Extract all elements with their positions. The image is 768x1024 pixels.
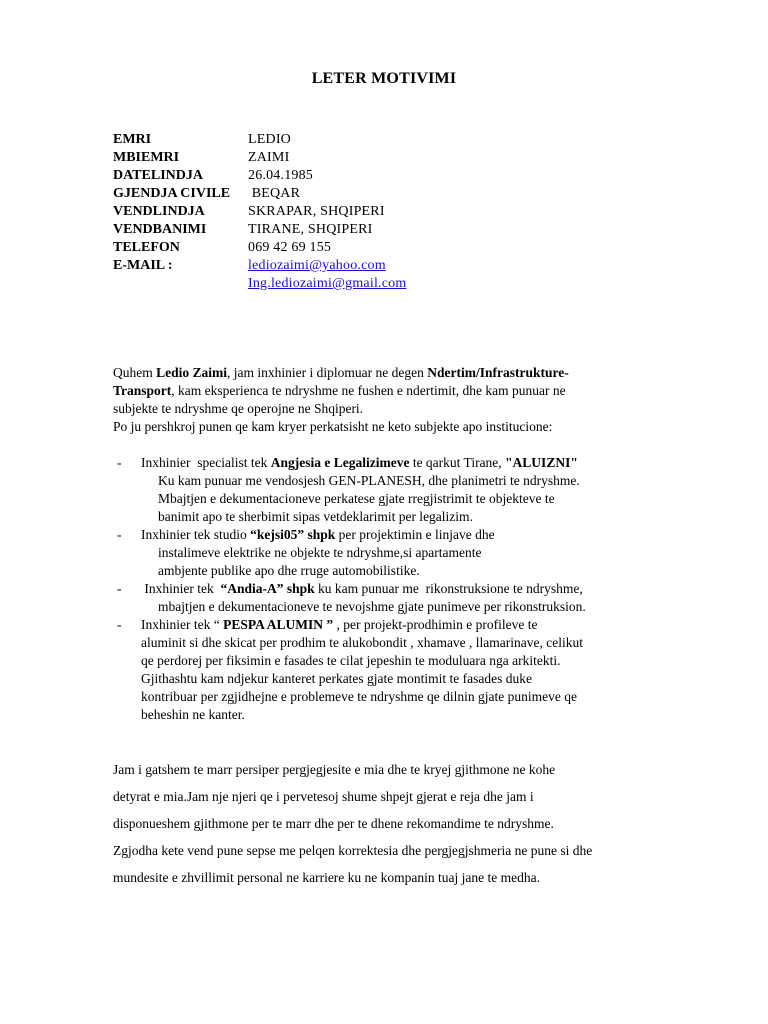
info-row-emri [113,131,406,149]
info-row-vendlindja [113,203,406,221]
info-label: VENDBANIMI [113,222,207,237]
experience-line: Gjithashtu kam ndjekur kanteret perkates gjate montimit te fasades duke [141,671,533,686]
info-row-vendbanimi [113,221,406,239]
text: Inxhinier tek [141,581,221,596]
list-dash: - [117,617,122,632]
info-label: E-MAIL : [113,258,173,273]
closing-line: disponueshem gjithmone per te marr dhe per te dhene rekomandime te ndryshme. [113,816,554,831]
name-bold: Ledio Zaimi [156,365,228,380]
experience-line: banimit apo te sherbimit sipas vetdeklarimit per legalizim. [158,509,473,524]
info-value: TIRANE, SHQIPERI [248,222,373,237]
personal-info-table [113,131,406,293]
info-value: 069 42 69 155 [248,240,332,255]
info-value: SKRAPAR, SHQIPERI [248,204,385,219]
experience-line: mbajtjen e dekumentacioneve te nevojshme gjate punimeve per rikonstruksion. [158,599,586,614]
text: Inxhinier tek “ [141,617,224,632]
text: ku kam punuar me rikonstruksione te ndryshme, [314,581,583,596]
closing-paragraph [113,756,673,891]
info-label [113,275,248,293]
info-row-gjendja-civile [113,185,406,203]
info-label: TELEFON [113,240,180,255]
experience-line: kontribuar per zgjidhejne e problemeve te ndryshme qe dilnin gjate punimeve qe [141,689,577,704]
experience-line: qe perdorej per fiksimin e fasades te cilat jepeshin te moduluara nga arkitekti. [141,653,561,668]
experience-item-andia [113,580,653,616]
page-title: LETER MOTIVIMI [311,70,457,87]
info-row-mbiemri [113,149,406,167]
list-dash: - [117,581,122,596]
text: Quhem [113,365,157,380]
info-row-telefon [113,239,406,257]
text: te qarkut Tirane, [409,455,506,470]
email-link-yahoo[interactable]: lediozaimi@yahoo.com [248,258,386,273]
degree-bold: Transport [113,383,172,398]
info-row-email [113,257,406,275]
text: , kam eksperienca te ndryshme ne fushen e ndertimit, dhe kam punuar ne [171,383,566,398]
employer-bold: “Andia-A” shpk [220,581,315,596]
experience-heading [141,580,653,598]
info-label: GJENDJA CIVILE [113,186,231,201]
info-value: ZAIMI [248,150,290,165]
info-row-email-2 [113,275,406,293]
text: , jam inxhinier i diplomuar ne degen [227,365,428,380]
experience-line: ambjente publike apo dhe rruge automobilistike. [158,563,420,578]
experience-line: Mbajtjen e dekumentacioneve perkatese gjate rregjistrimit te objekteve te [158,491,555,506]
experience-list [113,454,653,724]
intro-paragraph [113,364,633,436]
list-dash: - [117,527,122,542]
experience-line: aluminit si dhe skicat per prodhim te alukobondit , xhamave , llamarinave, celikut [141,635,584,650]
info-value: 26.04.1985 [248,168,313,183]
text: subjekte te ndryshme qe operojne ne Shqiperi. [113,401,364,416]
text: Inxhinier specialist tek [141,455,271,470]
info-value: BEQAR [248,186,301,201]
info-value: LEDIO [248,132,291,147]
info-label: VENDLINDJA [113,204,205,219]
experience-heading [141,526,653,544]
text: , per projekt-prodhimin e profileve te [333,617,538,632]
employer-bold: Angjesia e Legalizimeve [270,455,410,470]
experience-heading [141,616,653,634]
closing-line: Jam i gatshem te marr persiper pergjegjesite e mia dhe te kryej gjithmone ne kohe [113,762,556,777]
closing-line: Zgjodha kete vend pune sepse me pelqen korrektesia dhe pergjegjshmeria ne pune si dhe [113,843,593,858]
experience-item-aluizni [113,454,653,526]
info-label: EMRI [113,132,152,147]
email-link-gmail[interactable]: Ing.lediozaimi@gmail.com [248,276,407,291]
experience-line: beheshin ne kanter. [141,707,245,722]
intro-text [113,364,633,418]
employer-bold: PESPA ALUMIN ” [223,617,334,632]
info-label: DATELINDJA [113,168,203,183]
info-label: MBIEMRI [113,150,180,165]
experience-item-kejsi05 [113,526,653,580]
text: per projektimin e linjave dhe [335,527,495,542]
employer-bold: “kejsi05” shpk [250,527,336,542]
intro-text-2: Po ju pershkroj punen qe kam kryer perkatsisht ne keto subjekte apo institucione: [113,419,553,434]
list-dash: - [117,455,122,470]
degree-bold: Ndertim/Infrastrukture- [427,365,569,380]
info-row-datelindja [113,167,406,185]
experience-item-pespa [113,616,653,724]
closing-line: detyrat e mia.Jam nje njeri qe i pervetesoj shume shpejt gjerat e reja dhe jam i [113,789,534,804]
text: Inxhinier tek studio [141,527,251,542]
closing-line: mundesite e zhvillimit personal ne karriere ku ne kompanin tuaj jane te medha. [113,870,540,885]
employer-bold: "ALUIZNI" [505,455,578,470]
experience-line: Ku kam punuar me vendosjesh GEN-PLANESH, dhe planimetri te ndryshme. [158,473,580,488]
experience-heading [141,454,653,472]
experience-line: instalimeve elektrike ne objekte te ndryshme,si apartamente [158,545,482,560]
